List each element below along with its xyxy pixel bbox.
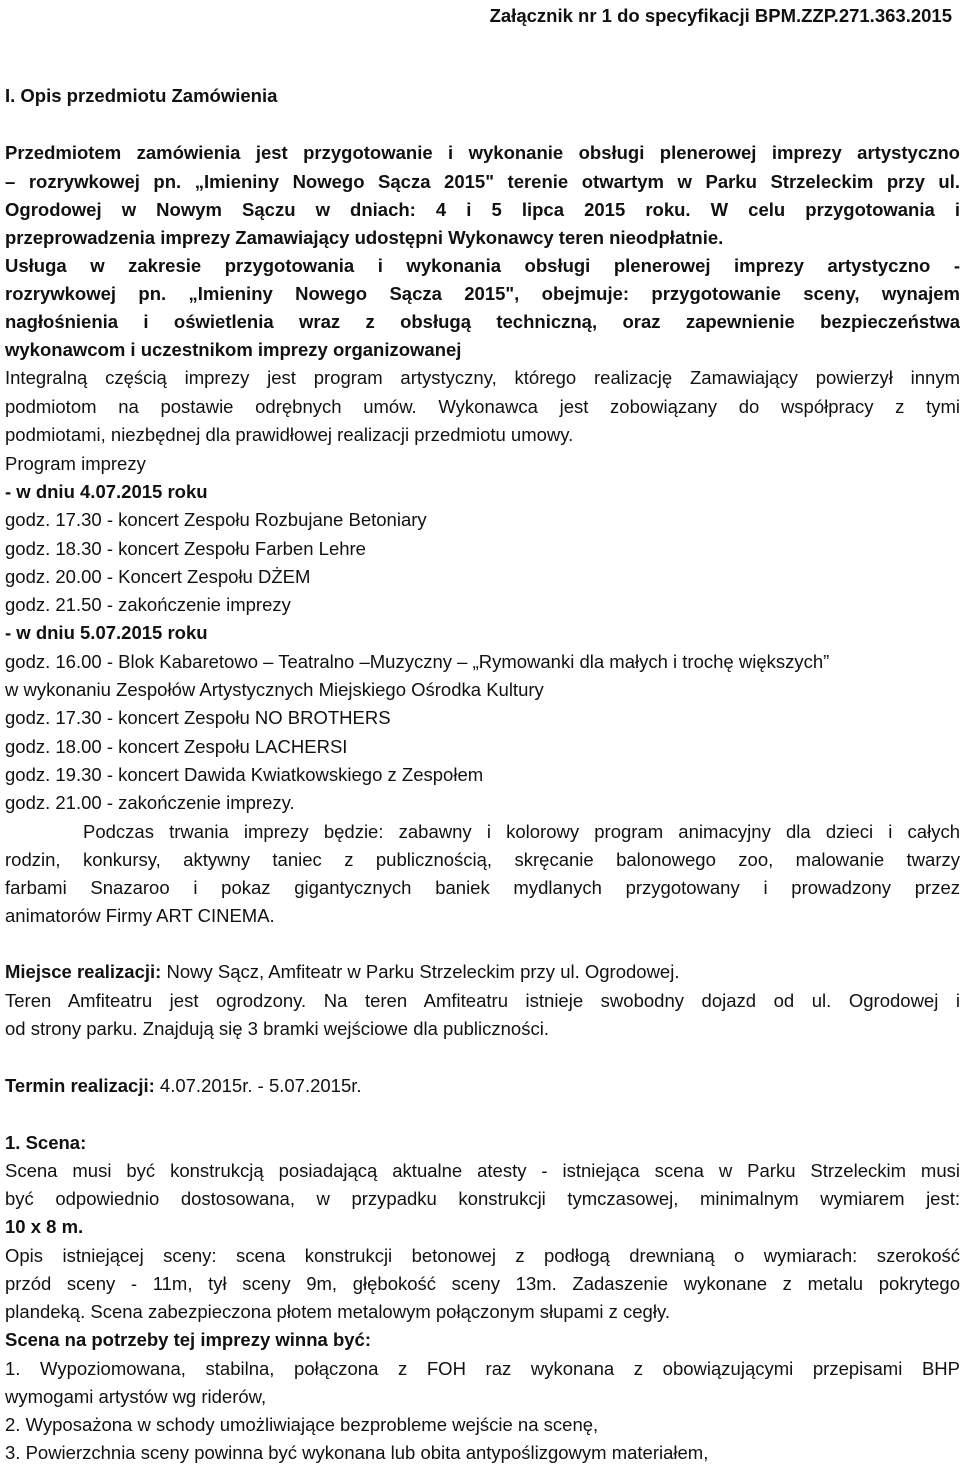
location-line — [5, 960, 960, 984]
location-detail: Teren Amfiteatru jest ogrodzony. Na teren Amfiteatru istnieje swobodny dojazd od ul. Ogrodowej i — [5, 990, 960, 1011]
scene-requirement-item: 1. Wypoziomowana, stabilna, połączona z FOH raz wykonana z obowiązującymi przepisami BHP — [5, 1358, 960, 1379]
program-paragraph-line: podmiotami, niezbędnej dla prawidłowej realizacji przedmiotu umowy. — [5, 424, 574, 445]
scene-line: plandeką. Scena zabezpieczona płotem metalowym połączonym słupami z cegły. — [5, 1301, 670, 1322]
animation-line: farbami Snazaroo i pokaz gigantycznych baniek mydlanych przygotowany i prowadzony przez — [5, 877, 960, 898]
program-paragraph-line: podmiotom na postawie odrębnych umów. Wykonawca jest zobowiązany do współpracy z tymi — [5, 396, 960, 417]
intro-line: nagłośnienia i oświetlenia wraz z obsługą techniczną, oraz zapewnienie bezpieczeństwa — [5, 311, 960, 332]
intro-line: – rozrywkowej pn. „Imieniny Nowego Sącza 2015" terenie otwartym w Parku Strzeleckim przy ul. — [5, 171, 960, 192]
scene-title: 1. Scena: — [5, 1132, 87, 1153]
schedule-item: godz. 16.00 - Blok Kabaretowo – Teatralno –Muzyczny – „Rymowanki dla małych i trochę większych” — [5, 651, 830, 672]
animation-line: rodzin, konkursy, aktywny taniec z publicznością, skręcanie balonowego zoo, malowanie twarzy — [5, 849, 960, 870]
location-value: Nowy Sącz, Amfiteatr w Parku Strzeleckim przy ul. Ogrodowej. — [161, 961, 680, 982]
schedule-item: godz. 20.00 - Koncert Zespołu DŻEM — [5, 566, 311, 587]
scene-requirements-title: Scena na potrzeby tej imprezy winna być: — [5, 1329, 371, 1350]
program-title: Program imprezy — [5, 453, 146, 474]
program-paragraph-line: Integralną częścią imprezy jest program artystyczny, którego realizację Zamawiający powierzył innym — [5, 367, 960, 388]
scene-requirement-item: 3. Powierzchnia sceny powinna być wykonana lub obita antypoślizgowym materiałem, — [5, 1442, 709, 1463]
scene-requirement-item: 2. Wyposażona w schody umożliwiające bezprobleme wejście na scenę, — [5, 1414, 599, 1435]
animation-line: animatorów Firmy ART CINEMA. — [5, 905, 275, 926]
intro-line: rozrywkowej pn. „Imieniny Nowego Sącza 2015", obejmuje: przygotowanie sceny, wynajem — [5, 283, 960, 304]
location-detail: od strony parku. Znajdują się 3 bramki wejściowe dla publiczności. — [5, 1018, 549, 1039]
schedule-item: godz. 18.30 - koncert Zespołu Farben Lehre — [5, 538, 366, 559]
day-heading: - w dniu 5.07.2015 roku — [5, 622, 208, 643]
intro-line: Przedmiotem zamówienia jest przygotowanie i wykonanie obsługi plenerowej imprezy artystyczno — [5, 142, 960, 163]
schedule-item: godz. 19.30 - koncert Dawida Kwiatkowskiego z Zespołem — [5, 764, 484, 785]
intro-line: wykonawcom i uczestnikom imprezy organizowanej — [5, 339, 462, 360]
section-title: I. Opis przedmiotu Zamówienia — [5, 85, 278, 106]
animation-line: Podczas trwania imprezy będzie: zabawny i kolorowy program animacyjny dla dzieci i całych — [83, 821, 960, 842]
scene-line: Opis istniejącej sceny: scena konstrukcji betonowej z podłogą drewnianą o wymiarach: szerokość — [5, 1245, 960, 1266]
term-value: 4.07.2015r. - 5.07.2015r. — [154, 1075, 362, 1096]
schedule-item: godz. 18.00 - koncert Zespołu LACHERSI — [5, 736, 348, 757]
intro-line: przeprowadzenia imprezy Zamawiający udostępni Wykonawcy teren nieodpłatnie. — [5, 227, 724, 248]
scene-line: przód sceny - 11m, tył sceny 9m, głębokość sceny 13m. Zadaszenie wykonane z metalu pokrytego — [5, 1273, 960, 1294]
term-line — [5, 1074, 960, 1098]
scene-dimensions: 10 x 8 m. — [5, 1216, 84, 1237]
scene-line: Scena musi być konstrukcją posiadającą aktualne atesty - istniejąca scena w Parku Strzeleckim musi — [5, 1160, 960, 1181]
scene-line: być odpowiednio dostosowana, w przypadku konstrukcji tymczasowej, minimalnym wymiarem jest: — [5, 1188, 960, 1209]
term-label: Termin realizacji: — [5, 1075, 155, 1096]
schedule-item: godz. 17.30 - koncert Zespołu NO BROTHERS — [5, 707, 391, 728]
scene-requirement-continuation: wymogami artystów wg riderów, — [5, 1386, 267, 1407]
intro-line: Usługa w zakresie przygotowania i wykonania obsługi plenerowej imprezy artystyczno - — [5, 255, 960, 276]
day-heading: - w dniu 4.07.2015 roku — [5, 481, 208, 502]
schedule-item: godz. 21.00 - zakończenie imprezy. — [5, 792, 295, 813]
schedule-item: godz. 21.50 - zakończenie imprezy — [5, 594, 291, 615]
schedule-item: godz. 17.30 - koncert Zespołu Rozbujane Betoniary — [5, 509, 427, 530]
attachment-header: Załącznik nr 1 do specyfikacji BPM.ZZP.271.363.2015 — [489, 5, 952, 26]
schedule-item-continuation: w wykonaniu Zespołów Artystycznych Miejskiego Ośrodka Kultury — [5, 679, 544, 700]
intro-line: Ogrodowej w Nowym Sączu w dniach: 4 i 5 lipca 2015 roku. W celu przygotowania i — [5, 199, 960, 220]
location-label: Miejsce realizacji: — [5, 961, 162, 982]
